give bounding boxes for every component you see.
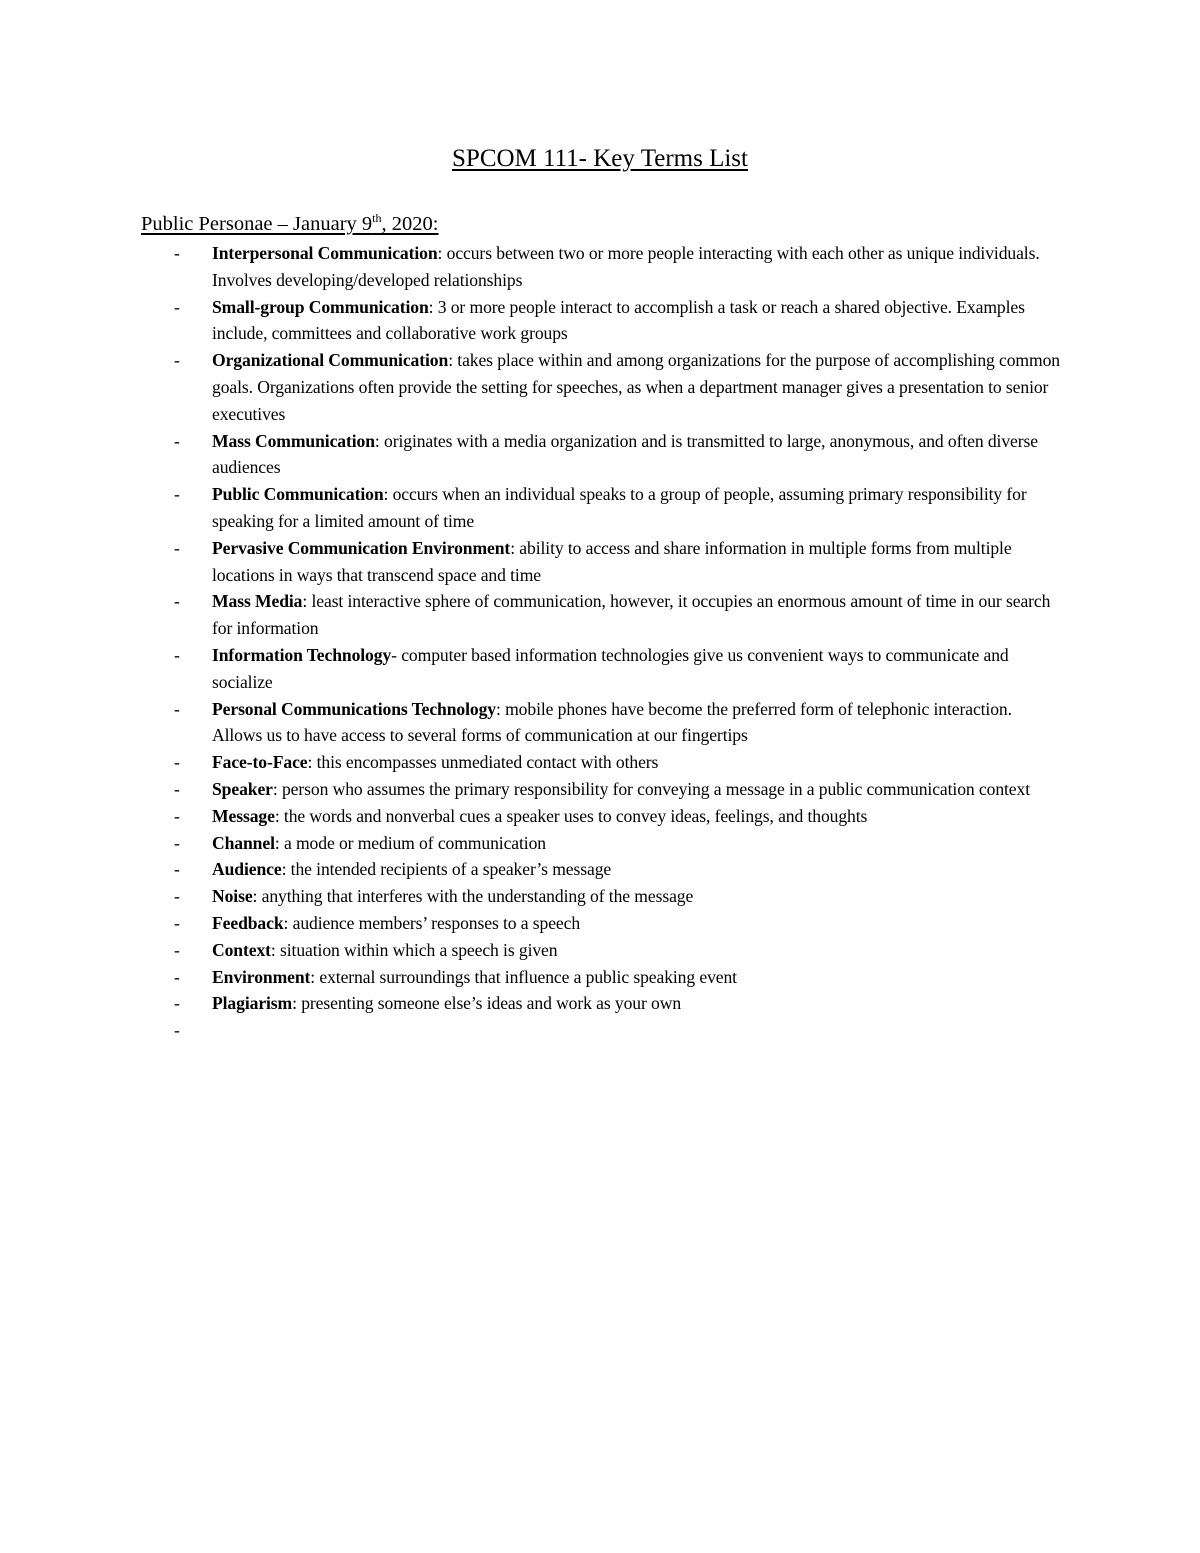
term-list-item — [0, 803, 1200, 830]
section-heading-ordinal: th — [372, 211, 382, 225]
term-separator: : — [496, 698, 506, 719]
term-list-item — [0, 910, 1200, 937]
term-definition: the intended recipients of a speaker’s message — [290, 859, 612, 880]
term-separator: : — [383, 484, 393, 505]
list-bullet-dash: - — [174, 591, 180, 612]
term-name: Organizational Communication — [212, 350, 449, 371]
list-bullet-dash: - — [174, 778, 180, 799]
term-separator: : — [374, 430, 384, 451]
term-name: Pervasive Communication Environment — [212, 537, 511, 558]
term-definition: the words and nonverbal cues a speaker uses to convey ideas, feelings, and thoughts — [283, 805, 868, 826]
term-name: Audience — [212, 859, 282, 880]
document-title — [0, 143, 1200, 175]
term-name: Context — [212, 939, 271, 960]
term-definition: ability to access and share information in multiple forms from multiple locations in ways that transcend space and time — [212, 537, 1012, 585]
term-name: Speaker — [212, 778, 273, 799]
list-bullet-dash: - — [174, 350, 180, 371]
term-list-item — [0, 428, 1200, 482]
term-list-item — [0, 642, 1200, 696]
term-definition: 3 or more people interact to accomplish a task or reach a shared objective. Examples include, committees and collaborative work groups — [212, 296, 1025, 344]
term-name: Personal Communications Technology — [212, 698, 496, 719]
term-separator: : — [281, 859, 291, 880]
term-list-item — [0, 883, 1200, 910]
term-list-item — [0, 588, 1200, 642]
term-name: Face-to-Face — [212, 752, 308, 773]
term-definition: computer based information technologies give us convenient ways to communicate and socialize — [212, 644, 1009, 692]
section-heading-suffix: , 2020: — [381, 213, 439, 235]
term-list-item — [0, 990, 1200, 1017]
list-bullet-dash: - — [174, 644, 180, 665]
list-bullet-dash: - — [174, 752, 180, 773]
term-separator: : — [302, 591, 312, 612]
term-definition: situation within which a speech is given — [280, 939, 558, 960]
term-name: Noise — [212, 886, 253, 907]
term-name: Small-group Communication — [212, 296, 429, 317]
list-bullet-dash: - — [174, 805, 180, 826]
term-name: Mass Media — [212, 591, 303, 612]
term-name: Channel — [212, 832, 275, 853]
term-name: Environment — [212, 966, 311, 987]
term-list-item — [0, 347, 1200, 427]
term-definition: external surroundings that influence a public speaking event — [319, 966, 737, 987]
term-separator: : — [510, 537, 520, 558]
term-name: Message — [212, 805, 275, 826]
list-bullet-dash: - — [174, 886, 180, 907]
term-list-item — [0, 240, 1200, 294]
term-list-item — [0, 294, 1200, 348]
term-separator: : — [283, 912, 293, 933]
term-definition: least interactive sphere of communication, however, it occupies an enormous amount of time in our search for information — [212, 591, 1051, 639]
term-separator: : — [270, 939, 281, 960]
term-definition: occurs when an individual speaks to a group of people, assuming primary responsibility for speaking for a limited amount of time — [212, 484, 1027, 531]
term-definition: mobile phones have become the preferred form of telephonic interaction. Allows us to have access to several forms of communication at our fingertips — [212, 698, 1012, 746]
term-list-item — [0, 749, 1200, 776]
term-definition: originates with a media organization and is transmitted to large, anonymous, and often diverse audiences — [212, 430, 1038, 478]
term-name: Information Technology — [212, 644, 392, 665]
term-separator: : — [252, 886, 262, 907]
list-bullet-dash: - — [174, 939, 180, 960]
list-bullet-dash: - — [174, 993, 180, 1014]
term-list-item — [0, 776, 1200, 803]
term-definition: occurs between two or more people interacting with each other as unique individuals. Involves developing/developed relationships — [212, 243, 1040, 290]
list-bullet-dash: - — [174, 243, 180, 263]
term-separator: : — [428, 296, 438, 317]
term-separator: : — [274, 832, 284, 853]
term-definition: audience members’ responses to a speech — [292, 912, 581, 933]
document-title-text: SPCOM 111- Key Terms List — [452, 145, 748, 172]
list-bullet-dash: - — [174, 430, 180, 451]
term-list-item — [0, 964, 1200, 991]
term-list-item — [0, 856, 1200, 883]
list-bullet-dash: - — [174, 859, 180, 880]
term-list-item — [0, 535, 1200, 589]
term-separator: : — [292, 993, 302, 1014]
term-list-item — [0, 696, 1200, 750]
term-list-item — [0, 830, 1200, 857]
term-list-item — [0, 481, 1200, 535]
key-terms-list — [0, 240, 1200, 1041]
section-heading — [141, 210, 438, 238]
list-bullet-dash: - — [174, 912, 180, 933]
term-name: Plagiarism — [212, 993, 293, 1014]
list-bullet-dash: - — [174, 966, 180, 987]
list-bullet-dash: - — [174, 832, 180, 853]
term-name: Interpersonal Communication — [212, 243, 438, 263]
section-heading-prefix: Public Personae – January 9 — [141, 213, 373, 235]
term-definition: presenting someone else’s ideas and work as your own — [301, 993, 682, 1014]
term-list-item — [0, 937, 1200, 964]
list-bullet-dash: - — [174, 484, 180, 505]
term-definition: a mode or medium of communication — [283, 832, 546, 853]
term-name: Public Communication — [212, 484, 384, 505]
term-separator: : — [274, 805, 284, 826]
term-separator: : — [272, 778, 282, 799]
term-separator: : — [307, 752, 317, 773]
term-separator: : — [437, 243, 447, 263]
term-separator: : — [448, 350, 458, 371]
list-bullet-dash: - — [174, 1020, 180, 1041]
term-separator: - — [391, 644, 402, 665]
term-definition: this encompasses unmediated contact with others — [316, 752, 659, 773]
term-name: Mass Communication — [212, 430, 375, 451]
list-bullet-dash: - — [174, 296, 180, 317]
term-name: Feedback — [212, 912, 284, 933]
term-separator: : — [310, 966, 320, 987]
list-bullet-dash: - — [174, 537, 180, 558]
list-bullet-dash: - — [174, 698, 180, 719]
term-definition: takes place within and among organizations for the purpose of accomplishing common goals. Organizations often provide the setting for speeches, as when a department manager gives a presentation to senior executives — [212, 350, 1060, 424]
term-definition: person who assumes the primary responsibility for conveying a message in a public communication context — [281, 778, 1030, 799]
term-definition: anything that interferes with the understanding of the message — [261, 886, 694, 907]
